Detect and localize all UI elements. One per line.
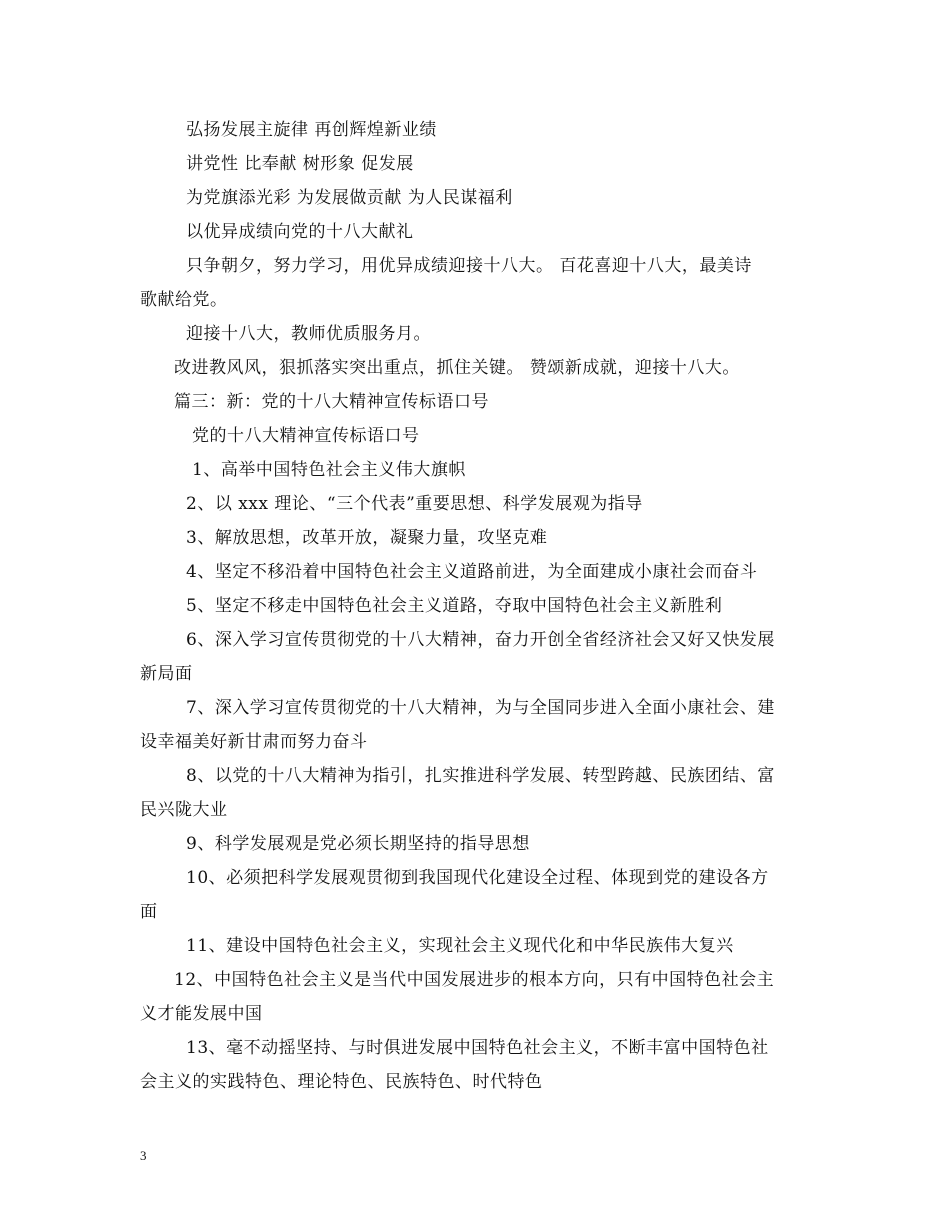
list-item: 1、高举中国特色社会主义伟大旗帜 — [192, 460, 466, 480]
text-line: 弘扬发展主旋律 再创辉煌新业绩 — [186, 120, 437, 140]
list-item-continuation: 义才能发展中国 — [140, 1004, 263, 1024]
text-line: 只争朝夕，努力学习，用优异成绩迎接十八大。 百花喜迎十八大，最美诗 — [186, 256, 752, 276]
text-line: 改进教风风，狠抓落实突出重点，抓住关键。 赞颂新成就，迎接十八大。 — [174, 358, 740, 378]
text-line: 以优异成绩向党的十八大献礼 — [186, 222, 414, 242]
list-item: 5、坚定不移走中国特色社会主义道路，夺取中国特色社会主义新胜利 — [186, 596, 723, 616]
list-item: 2、以 xxx 理论、“三个代表”重要思想、科学发展观为指导 — [186, 494, 643, 514]
list-item: 10、必须把科学发展观贯彻到我国现代化建设全过程、体现到党的建设各方 — [186, 868, 769, 888]
list-item: 11、建设中国特色社会主义，实现社会主义现代化和中华民族伟大复兴 — [186, 936, 734, 956]
list-item: 13、毫不动摇坚持、与时俱进发展中国特色社会主义，不断丰富中国特色社 — [186, 1038, 769, 1058]
list-item: 3、解放思想，改革开放，凝聚力量，攻坚克难 — [186, 528, 548, 548]
page-number: 3 — [140, 1148, 147, 1163]
list-item: 6、深入学习宣传贯彻党的十八大精神，奋力开创全省经济社会又好又快发展 — [186, 630, 775, 650]
text-line: 为党旗添光彩 为发展做贡献 为人民谋福利 — [186, 188, 513, 208]
subheading: 党的十八大精神宣传标语口号 — [192, 426, 420, 446]
list-item-continuation: 设幸福美好新甘肃而努力奋斗 — [140, 732, 368, 752]
text-line: 讲党性 比奉献 树形象 促发展 — [186, 154, 414, 174]
list-item: 4、坚定不移沿着中国特色社会主义道路前进，为全面建成小康社会而奋斗 — [186, 562, 758, 582]
list-item-continuation: 会主义的实践特色、理论特色、民族特色、时代特色 — [140, 1072, 543, 1092]
list-item-continuation: 新局面 — [140, 664, 193, 684]
list-item: 12、中国特色社会主义是当代中国发展进步的根本方向，只有中国特色社会主 — [174, 970, 775, 990]
text-line: 歌献给党。 — [140, 290, 228, 310]
text-line: 迎接十八大，教师优质服务月。 — [186, 324, 431, 344]
list-item-continuation: 民兴陇大业 — [140, 800, 228, 820]
list-item: 9、科学发展观是党必须长期坚持的指导思想 — [186, 834, 530, 854]
list-item: 8、以党的十八大精神为指引，扎实推进科学发展、转型跨越、民族团结、富 — [186, 766, 775, 786]
list-item-continuation: 面 — [140, 902, 158, 922]
section-heading: 篇三：新：党的十八大精神宣传标语口号 — [174, 392, 489, 412]
list-item: 7、深入学习宣传贯彻党的十八大精神，为与全国同步进入全面小康社会、建 — [186, 698, 775, 718]
